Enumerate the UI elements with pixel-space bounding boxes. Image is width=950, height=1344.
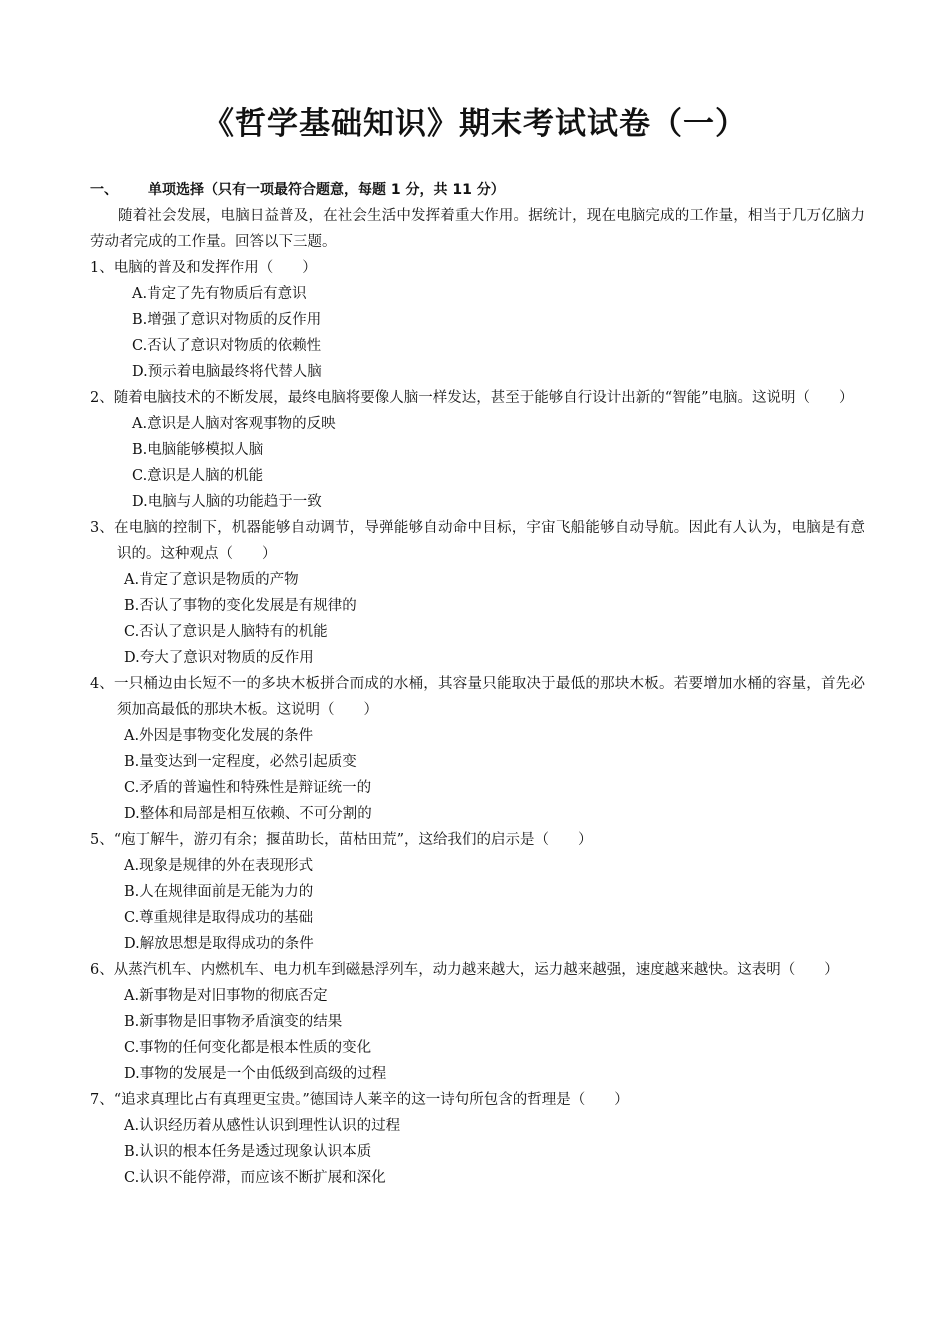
question-text: “追求真理比占有真理更宝贵。”德国诗人莱辛的这一诗句所包含的哲理是（ ） bbox=[113, 1092, 629, 1108]
option-d: D.夸大了意识对物质的反作用 bbox=[124, 650, 314, 666]
option-c: C.事物的任何变化都是根本性质的变化 bbox=[124, 1040, 372, 1056]
option-a: A.认识经历着从感性认识到理性认识的过程 bbox=[124, 1118, 401, 1134]
option-d: D.解放思想是取得成功的条件 bbox=[124, 936, 314, 952]
question-1 bbox=[90, 255, 865, 281]
option-d: D.预示着电脑最终将代替人脑 bbox=[132, 364, 322, 380]
option-c: C.意识是人脑的机能 bbox=[132, 468, 264, 484]
intro-paragraph: 随着社会发展，电脑日益普及，在社会生活中发挥着重大作用。据统计，现在电脑完成的工作量，相当于几万亿脑力劳动者完成的工作量。回答以下三题。 bbox=[90, 208, 865, 250]
question-text: 电脑的普及和发挥作用（ ） bbox=[113, 260, 317, 276]
question-text: 从蒸汽机车、内燃机车、电力机车到磁悬浮列车，动力越来越大，运力越来越强，速度越来越快。这表明（ ） bbox=[113, 962, 839, 978]
question-number: 1、 bbox=[90, 260, 114, 276]
section-heading bbox=[90, 177, 865, 203]
question-number: 7、 bbox=[90, 1092, 114, 1108]
option-b: B.否认了事物的变化发展是有规律的 bbox=[124, 598, 357, 614]
option-c: C.否认了意识对物质的依赖性 bbox=[132, 338, 322, 354]
question-text: 在电脑的控制下，机器能够自动调节，导弹能够自动命中目标，宇宙飞船能够自动导航。因此有人认为，电脑是有意识的。这种观点（ ） bbox=[113, 520, 865, 562]
question-4 bbox=[90, 671, 865, 723]
question-text: “庖丁解牛，游刃有余；揠苗助长，苗枯田荒”，这给我们的启示是（ ） bbox=[113, 832, 593, 848]
option-d: D.整体和局部是相互依赖、不可分割的 bbox=[124, 806, 372, 822]
option-b: B.人在规律面前是无能为力的 bbox=[124, 884, 314, 900]
section-number: 一、 bbox=[90, 182, 118, 198]
question-number: 4、 bbox=[90, 676, 114, 692]
option-d: D.事物的发展是一个由低级到高级的过程 bbox=[124, 1066, 387, 1082]
question-2 bbox=[90, 385, 865, 411]
question-3 bbox=[90, 515, 865, 567]
option-b: B.增强了意识对物质的反作用 bbox=[132, 312, 322, 328]
question-7 bbox=[90, 1087, 865, 1113]
option-a: A.肯定了意识是物质的产物 bbox=[124, 572, 299, 588]
page-title: 《哲学基础知识》期末考试试卷（一） bbox=[203, 106, 747, 142]
question-text: 随着电脑技术的不断发展，最终电脑将要像人脑一样发达，甚至于能够自行设计出新的“智能”电脑。这说明（ ） bbox=[113, 390, 854, 406]
option-c: C.认识不能停滞，而应该不断扩展和深化 bbox=[124, 1170, 386, 1186]
question-number: 6、 bbox=[90, 962, 114, 978]
option-b: B.新事物是旧事物矛盾演变的结果 bbox=[124, 1014, 343, 1030]
option-c: C.矛盾的普遍性和特殊性是辩证统一的 bbox=[124, 780, 372, 796]
option-a: A.外因是事物变化发展的条件 bbox=[124, 728, 314, 744]
option-a: A.意识是人脑对客观事物的反映 bbox=[132, 416, 336, 432]
question-number: 2、 bbox=[90, 390, 114, 406]
option-b: B.电脑能够模拟人脑 bbox=[132, 442, 264, 458]
option-a: A.肯定了先有物质后有意识 bbox=[132, 286, 307, 302]
question-6 bbox=[90, 957, 865, 983]
option-b: B.量变达到一定程度，必然引起质变 bbox=[124, 754, 357, 770]
option-d: D.电脑与人脑的功能趋于一致 bbox=[132, 494, 322, 510]
option-a: A.现象是规律的外在表现形式 bbox=[124, 858, 314, 874]
option-b: B.认识的根本任务是透过现象认识本质 bbox=[124, 1144, 372, 1160]
option-a: A.新事物是对旧事物的彻底否定 bbox=[124, 988, 328, 1004]
exam-content bbox=[90, 177, 865, 1191]
question-number: 5、 bbox=[90, 832, 114, 848]
section-heading-text: 单项选择（只有一项最符合题意，每题 1 分，共 11 分） bbox=[148, 182, 505, 198]
option-c: C.尊重规律是取得成功的基础 bbox=[124, 910, 314, 926]
question-number: 3、 bbox=[90, 520, 114, 536]
option-c: C.否认了意识是人脑特有的机能 bbox=[124, 624, 328, 640]
question-text: 一只桶边由长短不一的多块木板拼合而成的水桶，其容量只能取决于最低的那块木板。若要增加水桶的容量，首先必须加高最低的那块木板。这说明（ ） bbox=[113, 676, 865, 718]
question-5 bbox=[90, 827, 865, 853]
